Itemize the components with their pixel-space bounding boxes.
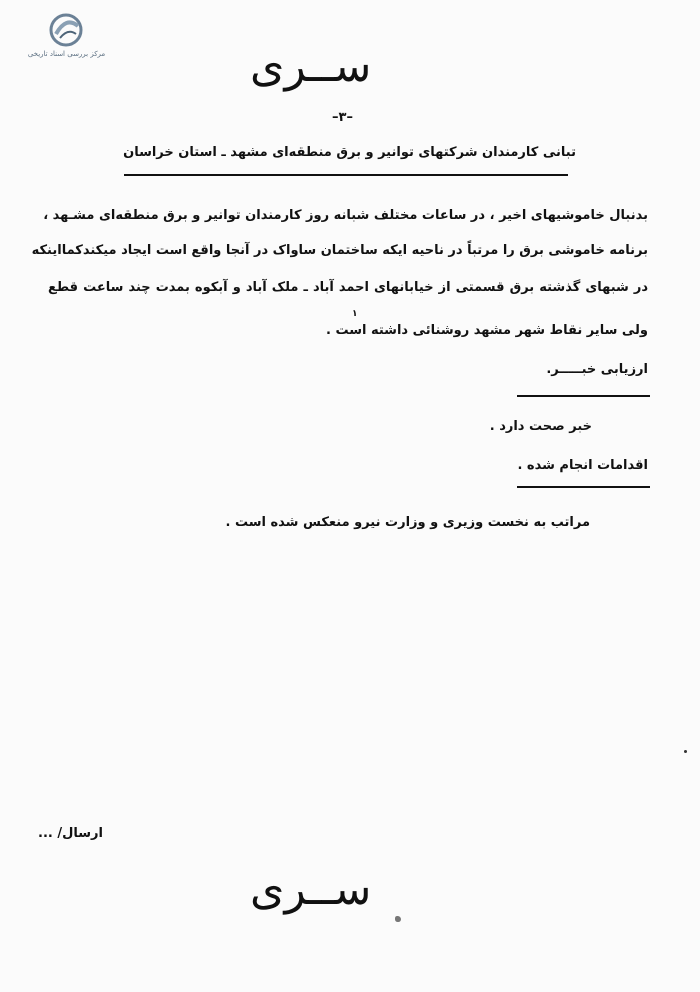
- actions-text: مراتب به نخست وزیری و وزارت نیرو منعکس شده است .: [225, 515, 590, 530]
- body-line-4: ولی سایر نقاط شهر مشهد روشنائی داشته است .: [325, 323, 648, 338]
- body-line-1: بدنبال خاموشیهای اخیر ، در ساعات مختلف شبانه روز کارمندان توانیر و برق منطقه‌ای مشـهد ،: [43, 208, 648, 223]
- archive-logo: [14, 12, 119, 64]
- footnote-mark: ۱: [352, 309, 358, 319]
- assessment-heading: ارزیابی خبـــــر.: [546, 362, 648, 377]
- ink-mark: [395, 916, 401, 922]
- archive-logo-icon: [36, 12, 96, 50]
- actions-underline: [517, 486, 650, 488]
- body-line-2: برنامه خاموشی برق را مرتباً در ناحیه ایکه ساختمان ساواک در آنجا واقع است ایجاد میکندکمااینکه: [31, 243, 648, 258]
- page-number: –۳–: [332, 110, 353, 125]
- assessment-underline: [517, 395, 650, 397]
- body-line-3: در شبهای گذشته برق قسمتی از خیابانهای احمد آباد ـ ملک آباد و آبکوه بمدت چند ساعت قطع: [48, 280, 648, 295]
- margin-mark: [684, 750, 687, 753]
- archive-logo-text: مرکز بررسی اسناد تاریخی: [27, 50, 106, 58]
- distribution-note: ارسال/ ...: [38, 826, 103, 841]
- assessment-text: خبر صحت دارد .: [489, 419, 592, 434]
- document-title: تبانی کارمندان شرکتهای توانیر و برق منطقه‌ای مشهد ـ استان خراسان: [123, 145, 576, 160]
- title-underline: [124, 174, 568, 176]
- classification-stamp-top: ســری: [250, 41, 372, 92]
- actions-heading: اقدامات انجام شده .: [517, 458, 648, 473]
- classification-stamp-bottom: ســری: [250, 864, 372, 915]
